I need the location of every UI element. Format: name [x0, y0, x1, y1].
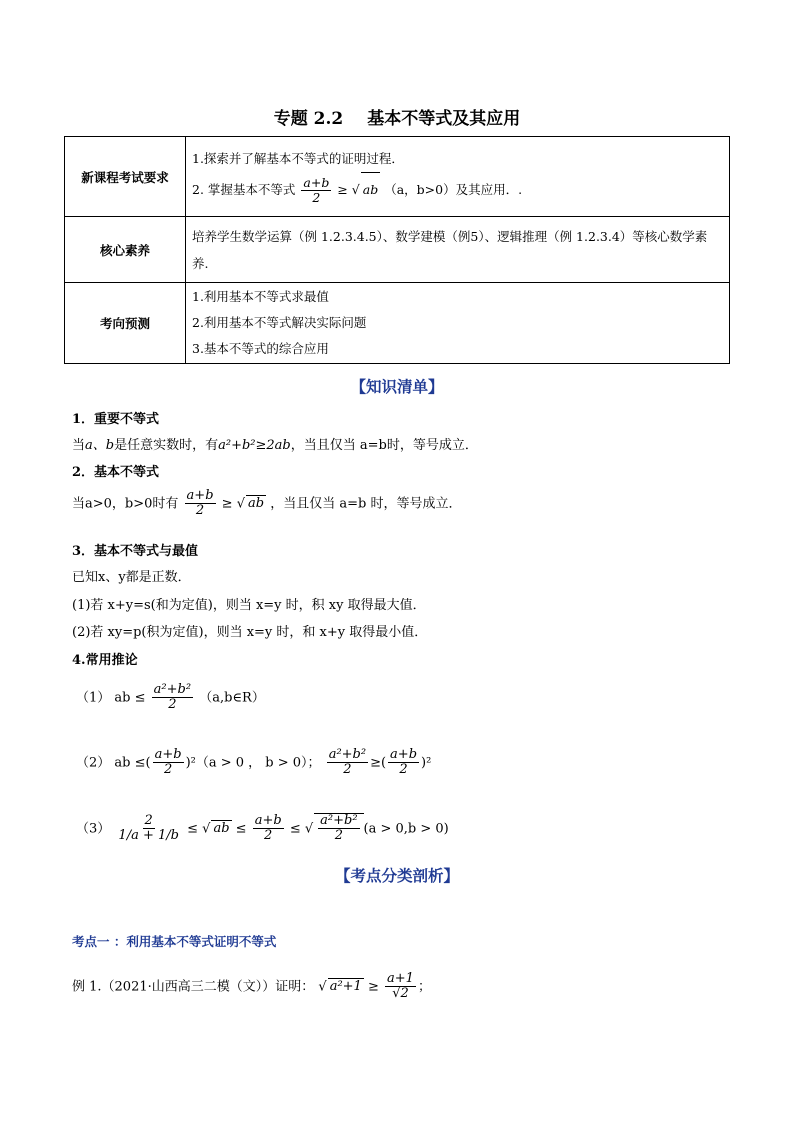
title-number: 专题 2.2 [273, 109, 344, 129]
page-title [0, 104, 794, 129]
table-row [65, 217, 730, 283]
row-content [186, 137, 730, 217]
k2-heading: 2．基本不等式 [72, 465, 160, 480]
fraction: $\frac{a+b}{2}$ [154, 747, 182, 778]
radical: a²+1 [329, 979, 362, 995]
table-row [65, 137, 730, 217]
fraction: $\frac{a+1}{√2}$ [387, 971, 414, 1002]
title-text: 基本不等式及其应用 [367, 109, 521, 129]
k2-text: 当a>0，b>0时有 $\frac{a+b}{2}$ ≥ √ ab ，当且仅当 a=b 时，等号成立． [72, 488, 462, 519]
k3-heading: 3．基本不等式与最值 [72, 544, 199, 559]
fraction: $\frac{a+b}{2}$ [303, 175, 330, 205]
row-label: 新课程考试要求 [65, 137, 186, 217]
row-label: 考向预测 [65, 283, 186, 364]
k4-heading: 4.常用推论 [72, 653, 138, 668]
fraction: $\frac{\text{a²+b²}}{2}$ [320, 813, 358, 844]
row1-line2: 2. 掌握基本不等式 $\frac{a+b}{2}$ ≥ √ ab （a，b>0）及其应用．. [192, 172, 723, 207]
row1-line1: 1.探索并了解基本不等式的证明过程． [192, 151, 404, 166]
row-content [186, 283, 730, 364]
k1-text: 当a、b是任意实数时，有a²+b²≥2ab，当且仅当 a=b时，等号成立． [72, 438, 478, 453]
fraction: $\frac{\text{a²+b²}}{2}$ [328, 747, 367, 778]
analysis-heading: 【考点分类剖析】 [334, 866, 459, 885]
k3-line2: (1)若 x+y=s(和为定值)，则当 x=y 时，积 xy 取得最大值． [72, 598, 426, 613]
knowledge-heading: 【知识清单】 [350, 377, 444, 396]
radical: ab [361, 172, 380, 207]
k3-line1: 已知x、y都是正数． [72, 570, 191, 585]
row-content: 培养学生数学运算（例 1.2.3.4.5）、数学建模（例5）、逻辑推理（例 1.2.3.4）等核心数学素养. [186, 217, 730, 283]
list-item: 3.基本不等式的综合应用 [192, 341, 329, 356]
list-item: 1.利用基本不等式求最值 [192, 289, 329, 304]
fraction: $\frac{a+b}{2}$ [390, 747, 418, 778]
corollary-3: （3） $\frac{2}{1/a + 1/b}$ ≤ √ ab ≤ $\frac{a+b}{2}$ ≤ √ $\frac{\text{a²+b²}}{2}$ (a > 0,b > 0) [76, 813, 449, 844]
k1-heading: 1．重要不等式 [72, 412, 160, 427]
example-1: 例 1.（2021·山西高三二模（文））证明： √ a²+1 ≥ $\frac{a+1}{√2}$ ； [72, 971, 431, 1002]
k3-line3: (2)若 xy=p(积为定值)，则当 x=y 时，和 x+y 取得最小值． [72, 625, 428, 640]
table-row [65, 283, 730, 364]
fraction: $\frac{a+b}{2}$ [254, 813, 282, 844]
fraction: $\frac{\text{a²+b²}}{2}$ [153, 682, 192, 713]
fraction: $\frac{2}{1/a + 1/b}$ [118, 813, 179, 844]
requirements-table [64, 136, 730, 364]
corollary-2: （2） ab ≤( $\frac{a+b}{2}$ )²（a > 0 ， b > 0）； $\frac{\text{a²+b²}}{2}$ ≥( $\frac{a+b}{2}$ )² [76, 747, 432, 778]
row-label: 核心素养 [65, 217, 186, 283]
corollary-1: （1） ab ≤ $\frac{\text{a²+b²}}{2}$ （a,b∈R） [76, 682, 265, 713]
list-item: 2.利用基本不等式解决实际问题 [192, 315, 367, 330]
point1-heading: 考点一 ：利用基本不等式证明不等式 [72, 934, 277, 949]
radical: ab [213, 821, 230, 837]
radical [314, 813, 363, 844]
radical: ab [248, 496, 265, 512]
fraction: $\frac{a+b}{2}$ [186, 488, 214, 519]
